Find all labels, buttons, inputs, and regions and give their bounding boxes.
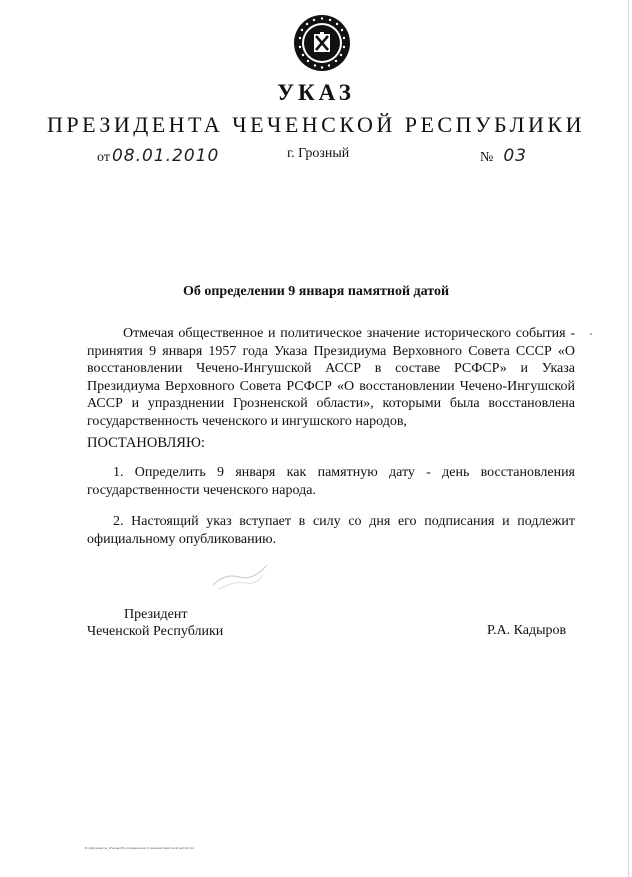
decree-item-1: 1. Определить 9 января как памятную дату - день восстановления государственности чеченского народа. [87,465,575,498]
decree-heading: Об определении 9 января памятной датой [182,284,450,299]
file-path-footer: D:\Документы_\Указы\Об определении 9 января памятной датой.doc [85,846,195,850]
signatory-role-line-1: Президент [124,607,188,622]
decree-word: ПОСТАНОВЛЯЮ: [87,435,205,451]
scan-speck [590,333,592,335]
decree-title: УКАЗ [277,80,355,105]
decree-city: г. Грозный [287,146,350,161]
date-prefix: от [97,150,110,165]
signatory-role-line-2: Чеченской Республики [87,624,224,639]
faint-stamp-mark [205,555,275,595]
issuer-title: ПРЕЗИДЕНТА ЧЕЧЕНСКОЙ РЕСПУБЛИКИ [46,112,585,137]
signatory-name: Р.А. Кадыров [487,623,567,638]
number-prefix: № [480,150,494,165]
date-handwritten: 08.01.2010 [111,146,220,166]
decree-date [97,146,219,166]
coat-of-arms-emblem [293,14,351,72]
decree-item-2: 2. Настоящий указ вступает в силу со дня его подписания и подлежит официальному опубликованию. [87,514,575,547]
signatory-title [87,606,223,640]
decree-number [480,146,527,166]
preamble-paragraph: Отмечая общественное и политическое значение исторического события - принятия 9 января 1957 года Указа Президиума Верховного Совета СССР «О восстановлении Чечено-Ингушской АССР в составе РСФСР» и Указа Президиума Верховного Совета РСФСР «О восстановлении Чечено-Ингушской АССР и упразднении Грозненской области», которыми была восстановлена государственность чеченского и ингушского народов, [87,326,575,429]
number-handwritten: 03 [503,146,527,166]
